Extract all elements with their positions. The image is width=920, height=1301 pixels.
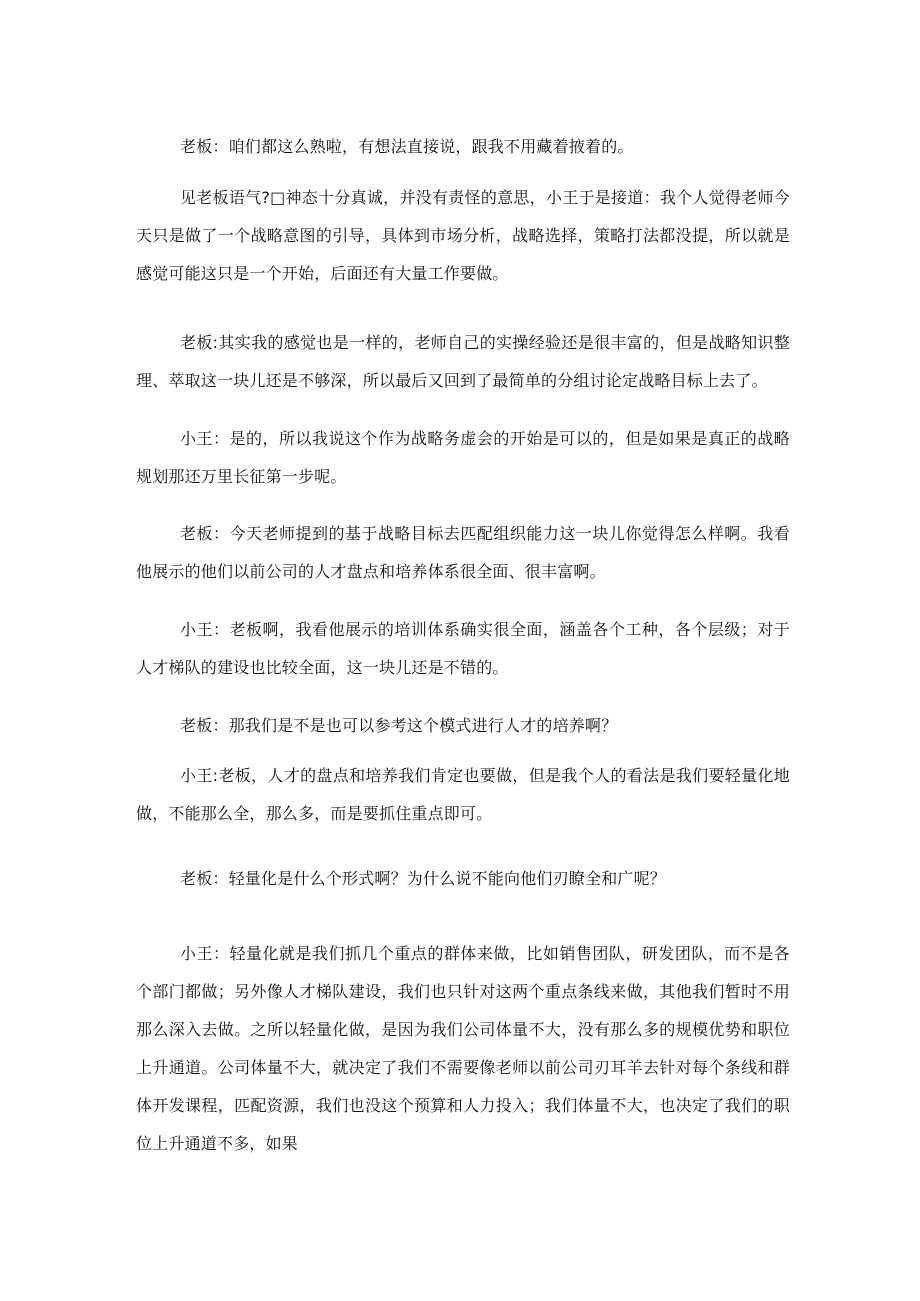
- paragraph-9: 老板：轻量化是什么个形式啊？为什么说不能向他们刃瞭全和广呢？: [180, 869, 667, 888]
- paragraph-5: 老板：今天老师提到的基于战略目标去匹配组织能力这一块儿你觉得怎么样啊。我看他展示的他们以前公司的人才盘点和培养体系很全面、很丰富啊。: [136, 524, 790, 581]
- paragraph-10: 小王：轻量化就是我们抓几个重点的群体来做，比如销售团队，研发团队，而不是各个部门都做；另外像人才梯队建设，我们也只针对这两个重点条线来做，其他我们暂时不用那么深入去做。之所以轻量化做，是因为我们公司体量不大，没有那么多的规模优势和职位上升通道。公司体量不大，就决定了我们不需要像老师以前公司刃耳羊去针对每个条线和群体开发课程，匹配资源，我们也没这个预算和人力投入；我们体量不大，也决定了我们的职位上升通道不多，如果: [136, 944, 790, 1153]
- paragraph-1: 老板：咱们都这么熟啦，有想法直接说，跟我不用藏着掖着的。: [180, 137, 634, 156]
- paragraph-3: 老板:其实我的感觉也是一样的，老师自己的实操经验还是很丰富的，但是战略知识整理、萃取这一块儿还是不够深，所以最后又回到了最简单的分组讨论定战略目标上去了。: [136, 333, 790, 390]
- paragraph-2: 见老板语气?□神态十分真诚，并没有责怪的意思，小王于是接道：我个人觉得老师今天只是做了一个战略意图的引导，具体到市场分析，战略选择，策略打法都没提，所以就是感觉可能这只是一个开始，后面还有大量工作要做。: [136, 188, 790, 283]
- paragraph-6: 小王：老板啊，我看他展示的培训体系确实很全面，涵盖各个工种，各个层级；对于人才梯队的建设也比较全面，这一块儿还是不错的。: [136, 620, 790, 677]
- paragraph-4: 小王：是的，所以我说这个作为战略务虚会的开始是可以的，但是如果是真正的战略规划那还万里长征第一步呢。: [136, 429, 790, 486]
- paragraph-8: 小王:老板，人才的盘点和培养我们肯定也要做，但是我个人的看法是我们要轻量化地做，不能那么全，那么多，而是要抓住重点即可。: [136, 766, 790, 823]
- paragraph-7: 老板：那我们是不是也可以参考这个模式进行人才的培养啊？: [180, 716, 618, 735]
